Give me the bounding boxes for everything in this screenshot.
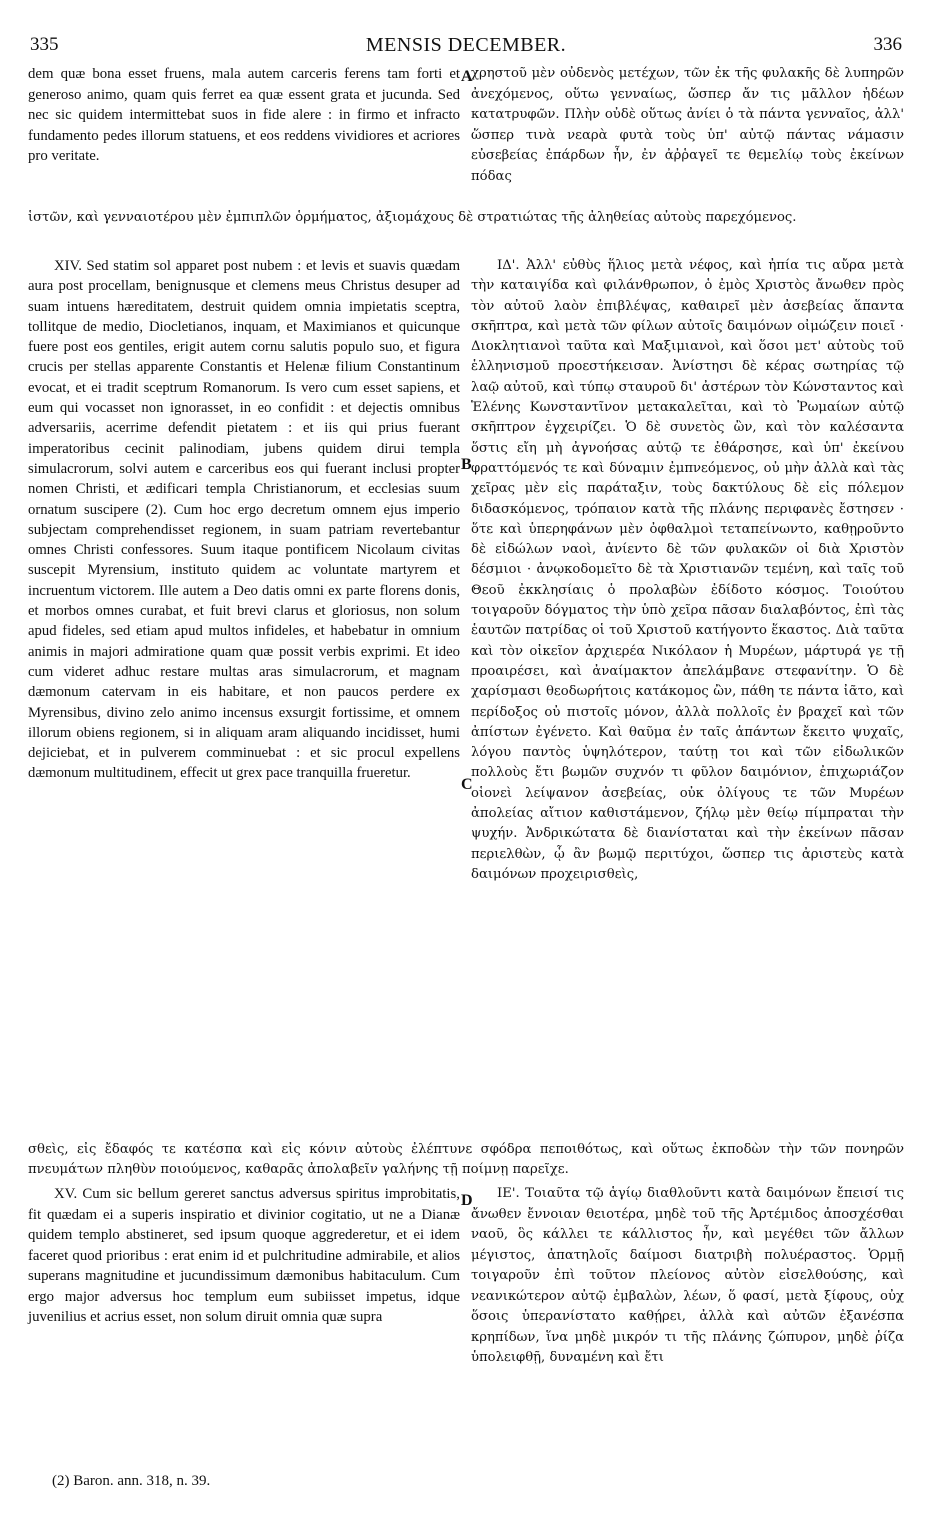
block-3 [28, 1184, 904, 1434]
margin-marker-a: A [461, 68, 473, 85]
latin-column-2 [28, 256, 460, 784]
footnote: (2) Baron. ann. 318, n. 39. [52, 1473, 211, 1489]
latin-text-3: XV. Cum sic bellum gereret sanctus adversus spiritus improbitatis, fit quædam ei a superis inspiratio et divinior cogitatio, ut ne a Dianæ quidem templo abstineret, sed ipsum quoque aggrederetur, et ei idem faceret quod prioribus : erat enim id et pulchritudine admirabile, et alios superans magnitudine et jucundissimum dæmonibus habitaculum. Cum ergo major adversus hoc templum eum subiisset impetus, idque juvenilius et acrius esset, non solum diruit omnia quæ supra [28, 1186, 460, 1325]
greek-text-1: χρηστοῦ μὲν οὐδενὸς μετέχων, τῶν ἐκ τῆς φυλακῆς δὲ λυπηρῶν ἀνεχόμενος, οὕτω γενναίως, ὥσπερ ἄν τις μᾶλλον ἡδέων κατατρυφῶν. Πλὴν οὐδὲ οὕτως ἀνίει ὁ τὰ πάντα γενναῖος, ἀλλ' ὥσπερ τινὰ νεαρὰ φυτὰ τοὺς ὑπ' αὐτῷ πάντας νάμασιν εὐσεβείας ἐπάρδων ἦν, ἐν ἀῤῥαγεῖ τε θεμελίῳ τοὺς ἐκείνων πόδας [471, 66, 904, 184]
full-width-line-2 [28, 1140, 904, 1180]
page-number-left: 335 [30, 34, 59, 55]
latin-column-3 [28, 1184, 460, 1328]
margin-marker-d: D [461, 1192, 473, 1209]
greek-column-2 [471, 256, 904, 885]
latin-text-2: XIV. Sed statim sol apparet post nubem : et levis et suavis quædam aura post procellam, benignusque et clemens meus Christus desuper ad suam intuens hæreditatem, destruit quidem omnia impietatis sceptra, tollitque de medio, Diocletianos, inquam, et Maximianos et quicunque fuere post eos gentiles, erigit autem cornu salutis populo suo, et figura crucis per stellas apparente Constantis et Helenæ filium Constantinum evocat, et ei tradit sceptrum Romanorum. Is vero cum esset sapiens, et eum qui vocasset non ignorasset, in eo confidit : et dejectis omnibus adversariis, acerrime defendit pietatem : et iis qui prius fuerant imperatoribus cecinit palinodiam, jubens quidem dirui templa simulacrorum, solvi autem e carceribus eos qui fuerant inclusi propter nomen Christi, et ædificari templa Christianorum, et ecclesias suum ornatum suscipere (2). Cum hoc ergo decretum omnem ejus imperio subjectam comprehendisset regionem, in suam patriam revertebantur omnes Christi confessores. Suum itaque pontificem Nicolaum civitas suscepit Myrensium, instituto quidem ac voluntate martyrem et incruentum victorem. Ille autem a Deo datis omni ex parte florens donis, et morbos omnes curabat, et fuit brevi clarus et gloriosus, non solum apud fideles, sed etiam apud multos infideles, et habebatur in omnium animis in majori admiratione quam quæ possit verbis exprimi. Et ideo cum videret adhuc restare multas aras simulacrorum, et magnam dæmonum catervam in eis habitare, et non paucos perdere ex Myrensibus, divino zelo animo incensus exsurgit fortissime, et omnem illorum obiens regionem, si in aliquam aram aliquando incidisset, humi dejiciebat, et in pulverem comminuebat : et sic procul expellens dæmonum multitudinem, effecit ut grex pace tranquilla frueretur. [28, 258, 460, 782]
full-width-line-1 [28, 208, 904, 228]
page-header [30, 34, 902, 60]
latin-text-1: dem quæ bona esset fruens, mala autem carceris ferens tam forti et generoso animo, quam quis ferret ea quæ essent grata et jucunda. Sed nec sic quidem intermittebat suos in fide alere : in firmo et infracto fundamento pedes illorum statuens, et eos reddens vividiores et acriores pro veritate. [28, 66, 460, 164]
greek-column-1 [471, 64, 904, 187]
full-width-text-2: σθεὶς, εἰς ἔδαφός τε κατέσπα καὶ εἰς κόνιν αὐτοὺς ἐλέπτυνε σφόδρα πεποιθότως, καὶ οὕτως ἐκποδὼν τὴν τῶν πονηρῶν πνευμάτων πληθὺν ποιούμενος, καθαρᾶς ἀπολαβεῖν γαλήνης τῇ ποίμνῃ παρεῖχε. [28, 1142, 904, 1177]
margin-marker-b: B [461, 456, 472, 473]
greek-text-3: ΙΕ'. Τοιαῦτα τῷ ἁγίῳ διαθλοῦντι κατὰ δαιμόνων ἔπεισί τις ἄνωθεν ἔννοιαν θειοτέρα, μηδὲ τοῦ τῆς Ἀρτέμιδος ἀποσχέσθαι ναοῦ, ὃς κάλλει τε κάλλιστος ἦν, καὶ μεγέθει τῶν ἄλλων μέγιστος, ἀπατηλοῖς δαίμοσι διατριβὴ πολυέραστος. Ὁρμῇ τοιγαροῦν ἐπὶ τοῦτον πλείονος αὐτὸν εἰσελθούσης, καὶ νεανικώτερον αὐτῷ ἐμβαλὼν, λέων, ὅ φασί, μετὰ ξίφους, οὐχ ὅσοις ὑπερανίστατο καθῄρει, ἀλλὰ καὶ αὐτῶν ἐξανέσπα κρηπίδων, ἵνα μηδὲ μικρόν τι τῆς πλάνης ζώπυρον, μηδὲ ῥίζα ὑπολειφθῇ, δυναμένη καὶ ἔτι [471, 1186, 904, 1365]
margin-marker-c: C [461, 776, 473, 793]
latin-column-1 [28, 64, 460, 167]
full-width-text-1: ἱστῶν, καὶ γενναιοτέρου μὲν ἐμπιπλῶν ὁρμήματος, ἀξιομάχους δὲ στρατιώτας τῆς ἀληθείας αὐτοὺς παρεχόμενος. [28, 210, 797, 225]
page-number-right: 336 [873, 34, 902, 55]
greek-text-2: ΙΔ'. Ἀλλ' εὐθὺς ἥλιος μετὰ νέφος, καὶ ἠπία τις αὔρα μετὰ τὴν καταιγίδα καὶ φιλάνθρωπον, ὁ ἐμὸς Χριστὸς ἄνωθεν πρὸς τὸν αὐτοῦ λαὸν ἐπιβλέψας, καθαιρεῖ μὲν ἀσεβείας ἅπαντα σκῆπτρα, καὶ μετὰ τῶν φίλων αὐτοῖς δαιμόνων οἰμώζειν ποιεῖ · Διοκλητιανοὶ ταῦτα καὶ Μαξιμιανοὶ, καὶ ὅσοι μετ' αὐτοὺς τοῦ ἑλληνισμοῦ προεστήκεισαν. Ἀνίστησι δὲ κέρας σωτηρίας τῷ λαῷ αὐτοῦ, καὶ τύπῳ σταυροῦ δι' ἀστέρων τὸν Κώνσταντος καὶ Ἑλένης Κωνσταντῖνον μετακαλεῖται, καὶ τὸ Ῥωμαίων αὐτῷ σκῆπτρον ἐγχειρίζει. Ὁ δὲ συνετὸς ὢν, καὶ τὸν καλέσαντα ὅστις εἴη μὴ ἀγνοήσας αὐτῷ τε ἐθάρσησε, καὶ ὑπ' ἐκείνου φραττόμενός τε καὶ δύναμιν ἐμπνεόμενος, οὐ μὴν ἀλλὰ καὶ τὰς χεῖρας μὲν εἰς παράταξιν, τοὺς δακτύλους δὲ εἰς πόλεμον διδασκόμενος, τρόπαιον κατὰ τῆς πλάνης περιφανὲς ἔστησεν · ὅτε καὶ ὑπερηφάνων μὲν ὀφθαλμοὶ τεταπείνωντο, καθῃροῦντο δὲ εἰδώλων ναοὶ, ἀνίεντο δὲ τῶν φυλακῶν οἱ διὰ Χριστὸν δέσμιοι · ἀνῳκοδομεῖτο δὲ τὰ Χριστιανῶν τεμένη, καὶ ταῖς τοῦ Θεοῦ ἐκκλησίαις ὁ προλαβὼν ἐδίδοτο κόσμος. Τοιούτου τοιγαροῦν δόγματος τὴν ὑπὸ χεῖρα πᾶσαν διαλαβόντος, ἐπὶ τὰς ἑαυτῶν πατρίδας οἱ τοῦ Χριστοῦ κατήγοντο ἕκαστος. Διὰ ταῦτα καὶ τὸν οἰκεῖον ἀρχιερέα Νικόλαον ἡ Μυρέων, μάρτυρά γε τῇ προαιρέσει, καὶ ἀναίμακτον ἀπελάμβανε στεφανίτην. Ὁ δὲ χαρίσμασι θεοδωρήτοις κατάκομος ὢν, πάθη τε πάντα ἰᾶτο, καὶ περίδοξος οὐ πιστοῖς μόνον, ἀλλὰ πολλοῖς ἐν βραχεῖ καὶ τῶν ἀπίστων ἐγένετο. Καὶ θαῦμα ἐν ταῖς ἁπάντων ἔκειτο ψυχαῖς, λόγου παντὸς ὑψηλότερον, ταύτῃ τοι καὶ τῶν εἰδωλικῶν πολλοὺς ἔτι βωμῶν συχνόν τι φῦλον δαιμόνιον, ἐπιχωριάζον οἱονεὶ λείψανον ἀσεβείας, οὐκ ὀλίγους τε τῶν Μυρέων ἀπολείας αἴτιον καθιστάμενον, ζήλῳ μὲν θείῳ πίμπραται τὴν ψυχήν. Ἀνδρικώτατα δὲ διανίσταται καὶ τὴν ἐκείνων πᾶσαν περιελθὼν, ᾧ ἂν βωμῷ περιτύχοι, ὥσπερ τις ἀριστεὺς κατὰ δαιμόνων προχειρισθεὶς, [471, 258, 904, 882]
running-title: MENSIS DECEMBER. [365, 34, 567, 56]
greek-column-3 [471, 1184, 904, 1369]
